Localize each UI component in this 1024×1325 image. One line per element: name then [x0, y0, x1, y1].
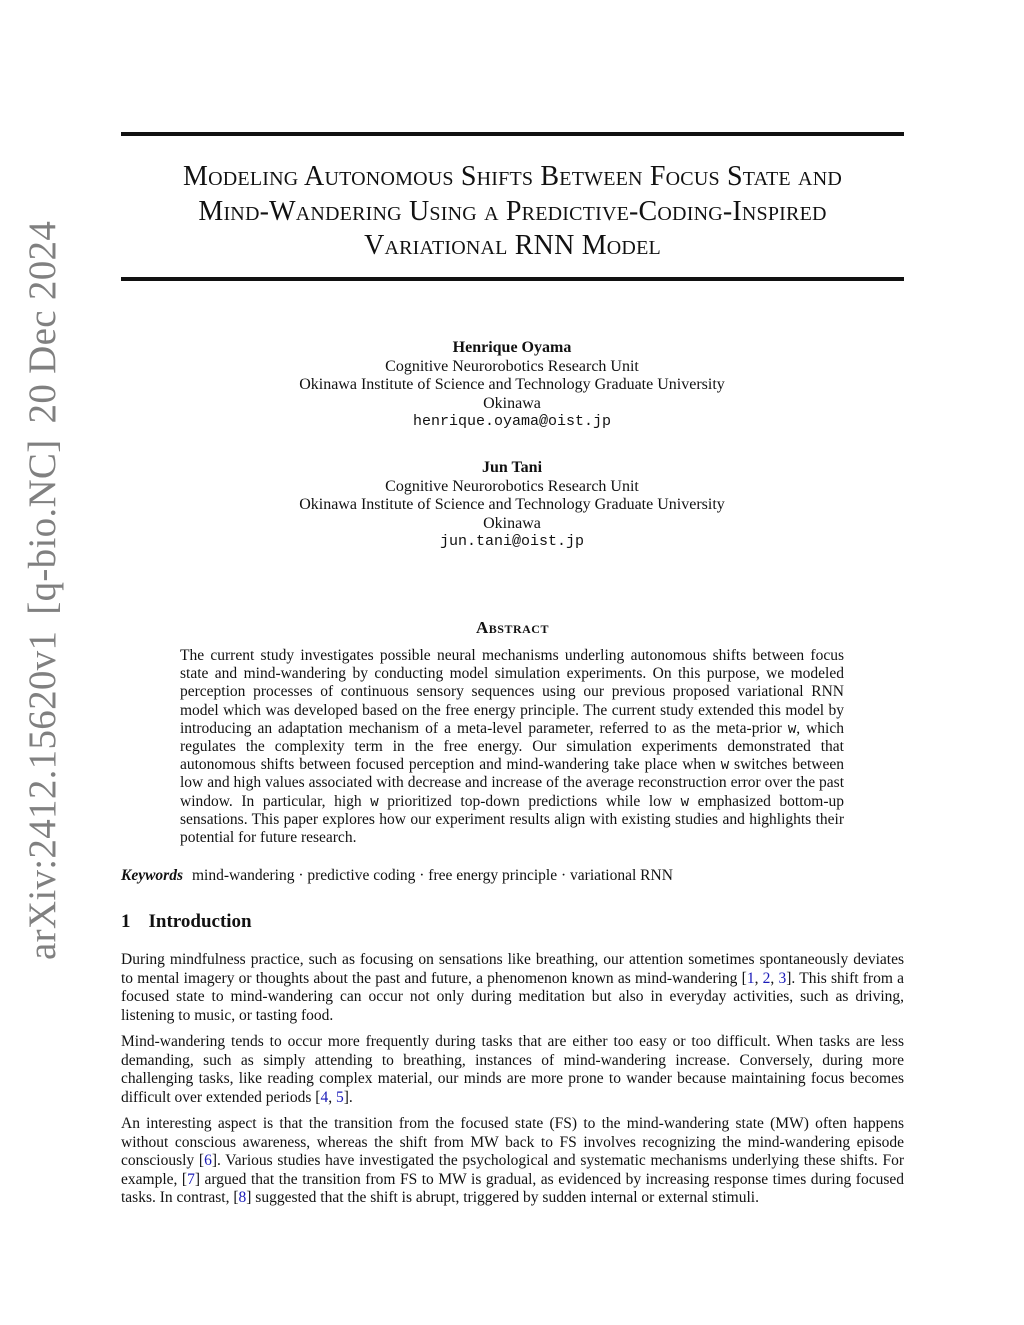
paragraph-text: ] suggested that the shift is abrupt, triggered by sudden internal or external stimuli.	[246, 1189, 759, 1207]
section-heading-introduction	[121, 911, 252, 933]
citation-separator: ,	[754, 969, 763, 987]
citation-link[interactable]: 2	[762, 969, 771, 987]
abstract-text: prioritized top-down predictions while low	[378, 792, 681, 810]
citation-separator: ,	[328, 1088, 336, 1106]
meta-prior-symbol: w	[370, 793, 379, 810]
paragraph-text: ]. Various studies have investigated the psychological and systematic mechanisms underlying these shifts. For example, [	[121, 1152, 904, 1188]
author-block-1	[200, 339, 824, 432]
abstract-text: , which regulates the complexity term in the free energy. Our simulation experiments demonstrated that autonomous shifts between focused perception and mind-wandering take place when	[180, 719, 844, 774]
citation-link[interactable]: 1	[746, 969, 755, 987]
title-top-rule	[121, 132, 904, 136]
author-institution: Okinawa Institute of Science and Technology Graduate University	[299, 496, 725, 514]
paragraph-text: ] argued that the transition from FS to MW is gradual, as evidenced by increasing response times during focused tasks. In contrast, [	[121, 1170, 904, 1207]
citation-link[interactable]: 3	[778, 969, 787, 987]
intro-paragraph-1	[121, 951, 904, 1025]
author-name: Jun Tani	[481, 459, 543, 476]
citation-link[interactable]: 5	[335, 1088, 344, 1106]
citation-link[interactable]: 8	[238, 1189, 247, 1207]
intro-paragraph-2	[121, 1033, 904, 1107]
meta-prior-symbol: w	[680, 793, 690, 810]
citation-separator: ,	[770, 969, 779, 987]
abstract-heading: Abstract	[476, 618, 549, 637]
arxiv-date: 20 Dec 2024	[21, 220, 64, 424]
citation-link[interactable]: 7	[187, 1170, 195, 1188]
keywords-line	[121, 866, 904, 885]
section-number: 1	[121, 911, 131, 932]
abstract-text: The current study investigates possible neural mechanisms underling autonomous shifts between focus state and mind-wandering by conducting model simulation experiments. On this purpose, we modeled perception processes of continuous sensory sequences using our previous proposed variational RNN model which was developed based on the free energy principle. The current study extended this model by introducing an adaptation mechanism of a meta-level parameter, referred to as the meta-prior	[180, 647, 844, 737]
abstract-text: emphasized bottom-up sensations. This paper explores how our experiment results align with existing studies and highlights their potential for future research.	[180, 792, 845, 847]
abstract-text: switches between low and high values associated with decrease and increase of the average reconstruction error over the past window. In particular, high	[180, 756, 844, 810]
abstract-body	[180, 647, 844, 847]
author-unit: Cognitive Neurorobotics Research Unit	[385, 477, 639, 495]
paragraph-text: ].	[343, 1088, 353, 1106]
meta-prior-symbol: w	[787, 720, 797, 737]
title-bottom-rule	[121, 277, 904, 281]
title-line-3: Variational RNN Model	[364, 230, 661, 261]
arxiv-identifier-stamp	[20, 205, 65, 960]
intro-paragraph-3	[121, 1115, 904, 1208]
author-institution: Okinawa Institute of Science and Technology Graduate University	[299, 376, 725, 394]
author-email[interactable]: henrique.oyama@oist.jp	[412, 413, 612, 431]
author-unit: Cognitive Neurorobotics Research Unit	[385, 357, 639, 375]
author-email[interactable]: jun.tani@oist.jp	[439, 533, 585, 551]
author-block-2	[200, 459, 824, 552]
keywords-text: mind-wandering · predictive coding · free energy principle · variational RNN	[192, 867, 673, 884]
paragraph-text: ]. This shift from a focused state to mind-wandering can occur not only during meditation but also in everyday activities, such as driving, listening to music, or tasting food.	[121, 969, 904, 1024]
citation-link[interactable]: 6	[204, 1152, 212, 1170]
title-line-1: Modeling Autonomous Shifts Between Focus State and	[183, 161, 842, 192]
section-title: Introduction	[148, 911, 252, 932]
arxiv-category: [q-bio.NC]	[21, 439, 64, 615]
arxiv-id: arXiv:2412.15620v1	[21, 630, 64, 960]
paragraph-text: Mind-wandering tends to occur more frequently during tasks that are either too easy or too difficult. When tasks are less demanding, such as simply attending to breathing, instances of mind-wandering increase. Conversely, during more challenging tasks, like reading complex material, our minds are more prone to wander because maintaining focus becomes difficult over extended periods [	[121, 1033, 904, 1106]
paper-title	[121, 160, 904, 264]
author-name: Henrique Oyama	[452, 339, 572, 356]
author-location: Okinawa	[483, 514, 541, 532]
paragraph-text: During mindfulness practice, such as focusing on sensations like breathing, our attention sometimes spontaneously deviates to mental imagery or thoughts about the past and future, a phenomenon known as mind-wandering [	[121, 951, 904, 987]
keywords-label: Keywords	[121, 867, 183, 884]
citation-link[interactable]: 4	[320, 1088, 329, 1106]
paragraph-text: An interesting aspect is that the transition from the focused state (FS) to the mind-wandering state (MW) often happens without conscious awareness, whereas the shift from MW back to FS involves recognizing the mind-wandering episode consciously [	[121, 1115, 904, 1170]
meta-prior-symbol: w	[720, 757, 730, 774]
author-location: Okinawa	[483, 394, 541, 412]
title-line-2: Mind-Wandering Using a Predictive-Coding-Inspired	[198, 195, 827, 227]
